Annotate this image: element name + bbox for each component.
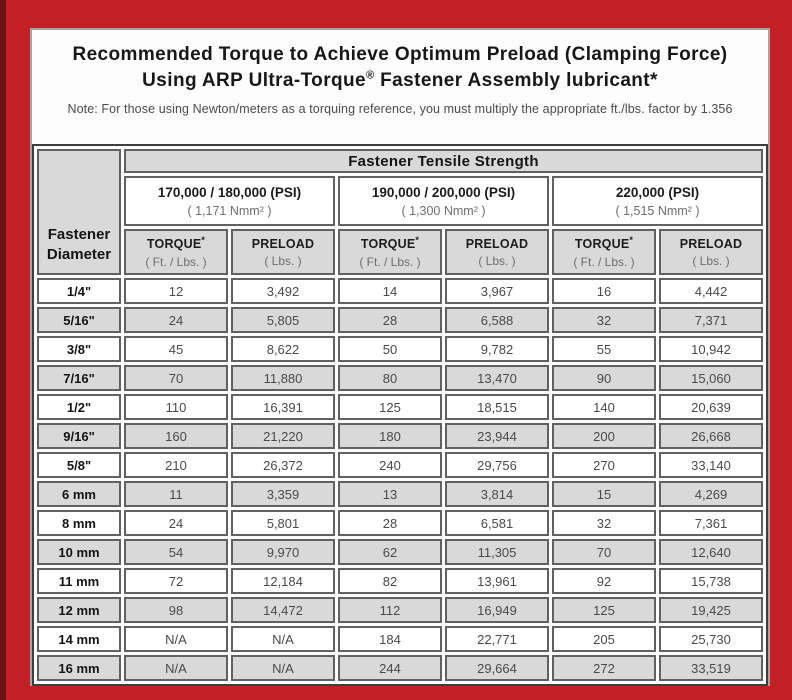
- value-cell: 18,515: [445, 394, 549, 420]
- value-cell: 19,425: [659, 597, 763, 623]
- psi-group-220: [552, 176, 763, 226]
- value-cell: 6,588: [445, 307, 549, 333]
- value-cell: 3,814: [445, 481, 549, 507]
- table-row: [37, 394, 763, 420]
- nmm-label: ( 1,515 Nmm² ): [615, 203, 700, 218]
- title-line-1: Recommended Torque to Achieve Optimum Preload (Clamping Force): [72, 44, 728, 65]
- diameter-cell: 9/16": [37, 423, 121, 449]
- value-cell: 140: [552, 394, 656, 420]
- diameter-cell: 8 mm: [37, 510, 121, 536]
- torque-unit-label: ( Ft. / Lbs. ): [359, 254, 421, 269]
- torque-footnote-mark: *: [201, 235, 206, 246]
- preload-column-header-1: PRELOAD ( Lbs. ): [231, 229, 335, 275]
- table-row: [37, 365, 763, 391]
- value-cell: 240: [338, 452, 442, 478]
- value-cell: 9,970: [231, 539, 335, 565]
- psi-label: 170,000 / 180,000 (PSI): [157, 184, 302, 200]
- value-cell: 14: [338, 278, 442, 304]
- value-cell: 90: [552, 365, 656, 391]
- value-cell: 32: [552, 510, 656, 536]
- preload-unit-label: ( Lbs. ): [478, 253, 516, 268]
- value-cell: 21,220: [231, 423, 335, 449]
- diameter-cell: 10 mm: [37, 539, 121, 565]
- value-cell: 184: [338, 626, 442, 652]
- diameter-cell: 1/2": [37, 394, 121, 420]
- value-cell: 70: [124, 365, 228, 391]
- value-cell: 33,140: [659, 452, 763, 478]
- table-row: [37, 568, 763, 594]
- value-cell: 23,944: [445, 423, 549, 449]
- value-cell: N/A: [231, 626, 335, 652]
- value-cell: 82: [338, 568, 442, 594]
- corner-line-1: Fastener: [47, 226, 111, 243]
- table-row: [37, 626, 763, 652]
- psi-label: 220,000 (PSI): [615, 184, 700, 200]
- value-cell: 28: [338, 510, 442, 536]
- value-cell: 8,622: [231, 336, 335, 362]
- corner-line-2: Diameter: [46, 245, 112, 263]
- value-cell: 29,664: [445, 655, 549, 681]
- title-line-2: Using ARP Ultra-Torque: [142, 70, 366, 92]
- fastener-diameter-header: [37, 149, 121, 275]
- value-cell: 7,371: [659, 307, 763, 333]
- table-row: [37, 452, 763, 478]
- table-row: [37, 307, 763, 333]
- value-cell: 160: [124, 423, 228, 449]
- value-cell: 15: [552, 481, 656, 507]
- value-cell: 5,801: [231, 510, 335, 536]
- diameter-cell: 7/16": [37, 365, 121, 391]
- value-cell: 22,771: [445, 626, 549, 652]
- value-cell: 3,359: [231, 481, 335, 507]
- value-cell: 270: [552, 452, 656, 478]
- value-cell: 92: [552, 568, 656, 594]
- value-cell: 272: [552, 655, 656, 681]
- value-cell: 125: [338, 394, 442, 420]
- table-row: [37, 655, 763, 681]
- value-cell: 4,269: [659, 481, 763, 507]
- diameter-cell: 1/4": [37, 278, 121, 304]
- value-cell: N/A: [124, 626, 228, 652]
- value-cell: 50: [338, 336, 442, 362]
- value-cell: 7,361: [659, 510, 763, 536]
- value-cell: N/A: [124, 655, 228, 681]
- table-body: [37, 278, 763, 681]
- preload-unit-label: ( Lbs. ): [692, 253, 730, 268]
- preload-column-header-2: PRELOAD ( Lbs. ): [445, 229, 549, 275]
- diameter-cell: 5/8": [37, 452, 121, 478]
- registered-trademark-symbol: ®: [365, 69, 375, 82]
- value-cell: 205: [552, 626, 656, 652]
- table-row: [37, 481, 763, 507]
- table-row: [37, 278, 763, 304]
- diameter-cell: 11 mm: [37, 568, 121, 594]
- table-row: [37, 597, 763, 623]
- title-line-2-suffix: Fastener Assembly lubricant*: [374, 70, 658, 92]
- value-cell: 45: [124, 336, 228, 362]
- table-header: [37, 149, 763, 275]
- value-cell: 244: [338, 655, 442, 681]
- value-cell: 20,639: [659, 394, 763, 420]
- value-cell: 180: [338, 423, 442, 449]
- diameter-cell: 5/16": [37, 307, 121, 333]
- diameter-cell: 16 mm: [37, 655, 121, 681]
- page-title: [38, 42, 762, 94]
- value-cell: 14,472: [231, 597, 335, 623]
- value-cell: 13,961: [445, 568, 549, 594]
- nmm-label: ( 1,171 Nmm² ): [187, 203, 272, 218]
- value-cell: 210: [124, 452, 228, 478]
- value-cell: 28: [338, 307, 442, 333]
- header-row-psi: [37, 176, 763, 226]
- value-cell: 200: [552, 423, 656, 449]
- diameter-cell: 3/8": [37, 336, 121, 362]
- value-cell: 15,060: [659, 365, 763, 391]
- diameter-cell: 6 mm: [37, 481, 121, 507]
- tensile-strength-header: Fastener Tensile Strength: [124, 149, 763, 173]
- value-cell: 32: [552, 307, 656, 333]
- table-row: [37, 336, 763, 362]
- value-cell: 54: [124, 539, 228, 565]
- torque-unit-label: ( Ft. / Lbs. ): [573, 254, 635, 269]
- torque-unit-label: ( Ft. / Lbs. ): [145, 254, 207, 269]
- value-cell: 12: [124, 278, 228, 304]
- value-cell: 72: [124, 568, 228, 594]
- left-maroon-border: [0, 0, 6, 700]
- value-cell: 25,730: [659, 626, 763, 652]
- value-cell: 9,782: [445, 336, 549, 362]
- value-cell: 5,805: [231, 307, 335, 333]
- value-cell: 4,442: [659, 278, 763, 304]
- value-cell: 11,880: [231, 365, 335, 391]
- header-row-tensile: [37, 149, 763, 173]
- psi-label: 190,000 / 200,000 (PSI): [371, 184, 516, 200]
- content-panel: [30, 28, 770, 686]
- value-cell: 24: [124, 510, 228, 536]
- torque-preload-table: [32, 144, 768, 686]
- torque-column-header-1: TORQUE* ( Ft. / Lbs. ): [124, 229, 228, 275]
- value-cell: 26,372: [231, 452, 335, 478]
- value-cell: 3,492: [231, 278, 335, 304]
- value-cell: 12,184: [231, 568, 335, 594]
- preload-unit-label: ( Lbs. ): [264, 253, 302, 268]
- value-cell: 55: [552, 336, 656, 362]
- diameter-cell: 12 mm: [37, 597, 121, 623]
- value-cell: 98: [124, 597, 228, 623]
- value-cell: 110: [124, 394, 228, 420]
- value-cell: 125: [552, 597, 656, 623]
- value-cell: 26,668: [659, 423, 763, 449]
- torque-column-header-3: TORQUE* ( Ft. / Lbs. ): [552, 229, 656, 275]
- torque-column-header-2: TORQUE* ( Ft. / Lbs. ): [338, 229, 442, 275]
- value-cell: 16,391: [231, 394, 335, 420]
- preload-column-header-3: PRELOAD ( Lbs. ): [659, 229, 763, 275]
- value-cell: 16: [552, 278, 656, 304]
- value-cell: 16,949: [445, 597, 549, 623]
- diameter-cell: 14 mm: [37, 626, 121, 652]
- value-cell: 15,738: [659, 568, 763, 594]
- value-cell: 29,756: [445, 452, 549, 478]
- value-cell: N/A: [231, 655, 335, 681]
- value-cell: 24: [124, 307, 228, 333]
- value-cell: 112: [338, 597, 442, 623]
- value-cell: 70: [552, 539, 656, 565]
- value-cell: 80: [338, 365, 442, 391]
- value-cell: 10,942: [659, 336, 763, 362]
- psi-group-170-180: [124, 176, 335, 226]
- value-cell: 13,470: [445, 365, 549, 391]
- value-cell: 33,519: [659, 655, 763, 681]
- torque-footnote-mark: *: [629, 235, 634, 246]
- table-row: [37, 423, 763, 449]
- value-cell: 11,305: [445, 539, 549, 565]
- value-cell: 13: [338, 481, 442, 507]
- value-cell: 11: [124, 481, 228, 507]
- nmm-label: ( 1,300 Nmm² ): [401, 203, 486, 218]
- torque-footnote-mark: *: [415, 235, 420, 246]
- value-cell: 3,967: [445, 278, 549, 304]
- table-row: [37, 510, 763, 536]
- value-cell: 12,640: [659, 539, 763, 565]
- value-cell: 6,581: [445, 510, 549, 536]
- value-cell: 62: [338, 539, 442, 565]
- header-row-columns: [37, 229, 763, 275]
- conversion-note: Note: For those using Newton/meters as a torquing reference, you must multiply the appropriate ft./lbs. factor by 1.356: [67, 102, 733, 117]
- psi-group-190-200: [338, 176, 549, 226]
- table-row: [37, 539, 763, 565]
